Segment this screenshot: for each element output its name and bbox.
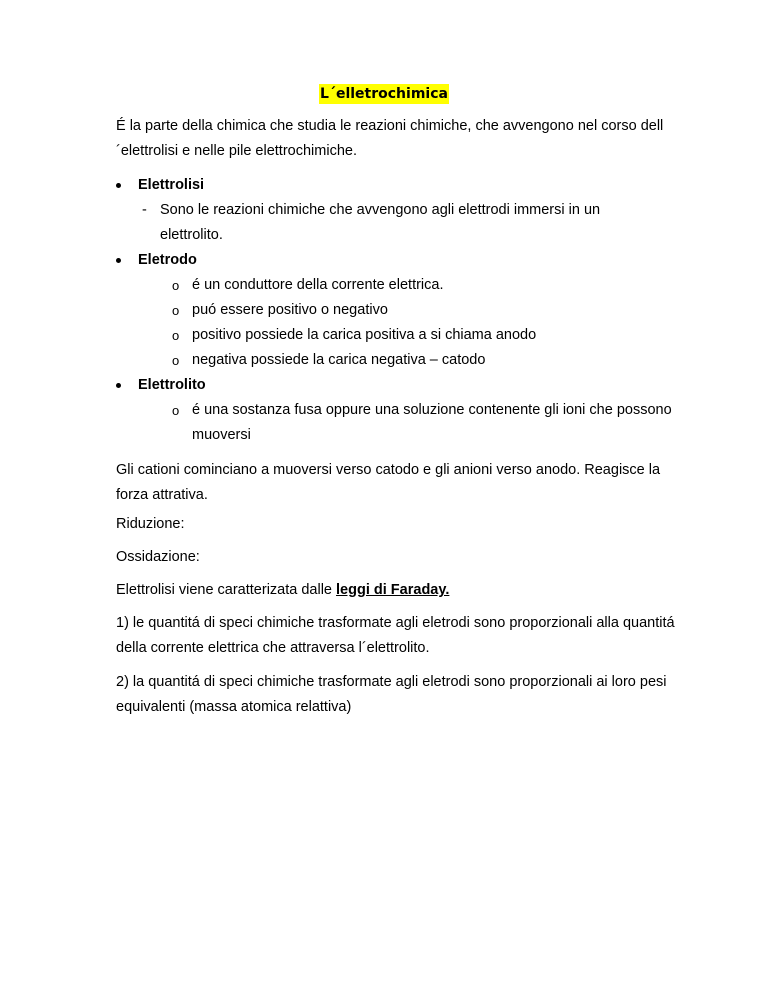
- bullet-dot-icon: [116, 383, 121, 388]
- title-container: [0, 84, 768, 104]
- sub-item: [172, 273, 672, 298]
- ossidazione-label: Ossidazione:: [116, 549, 200, 565]
- dash-item: [142, 198, 662, 248]
- bullet-label-elettrolisi: Elettrolisi: [138, 177, 205, 193]
- intro-paragraph: É la parte della chimica che studia le reazioni chimiche, che avvengono nel corso dell´elettrolisi e nelle pile elettrochimiche.: [116, 118, 664, 159]
- dash-item-text: Sono le reazioni chimiche che avvengono agli elettrodi immersi in un elettrolito.: [160, 202, 601, 243]
- circle-bullet-icon: o: [172, 328, 180, 343]
- faraday-prefix: Elettrolisi viene caratterizata dalle: [116, 582, 337, 598]
- law-2-paragraph: 2) la quantitá di speci chimiche trasformate agli eletrodi sono proporzionali ai loro pesi equivalenti (massa atomica relattiva): [116, 674, 667, 715]
- bullet-label-eletrodo: Eletrodo: [138, 252, 197, 268]
- bullet-label-elettrolito: Elettrolito: [138, 377, 206, 393]
- circle-bullet-icon: o: [172, 278, 180, 293]
- sub-item: [172, 348, 672, 373]
- sub-item-text: puó essere positivo o negativo: [192, 302, 388, 318]
- sub-item-text: positivo possiede la carica positiva a si chiama anodo: [192, 327, 537, 343]
- cations-paragraph: Gli cationi cominciano a muoversi verso catodo e gli anioni verso anodo. Reagisce la forza attrativa.: [116, 462, 661, 503]
- sub-item-text: é un conduttore della corrente elettrica.: [192, 277, 444, 293]
- sub-item-text: negativa possiede la carica negativa – catodo: [192, 352, 486, 368]
- bullet-dot-icon: [116, 258, 121, 263]
- bullet-dot-icon: [116, 183, 121, 188]
- faraday-laws-link: leggi di Faraday.: [336, 582, 450, 598]
- circle-bullet-icon: o: [172, 403, 180, 418]
- sub-item: [172, 323, 672, 348]
- document-title: L´elletrochimica: [320, 86, 448, 102]
- sub-item: [172, 398, 672, 448]
- law-1-paragraph: 1) le quantitá di speci chimiche trasformate agli eletrodi sono proporzionali alla quantitá della corrente elettrica che attraversa l´elettrolito.: [116, 615, 675, 656]
- sub-item-text: é una sostanza fusa oppure una soluzione contenente gli ioni che possono muoversi: [192, 402, 672, 443]
- dash-marker: -: [142, 202, 147, 218]
- sub-item: [172, 298, 672, 323]
- faraday-paragraph: [116, 578, 676, 603]
- riduzione-label: Riduzione:: [116, 516, 185, 532]
- circle-bullet-icon: o: [172, 353, 180, 368]
- circle-bullet-icon: o: [172, 303, 180, 318]
